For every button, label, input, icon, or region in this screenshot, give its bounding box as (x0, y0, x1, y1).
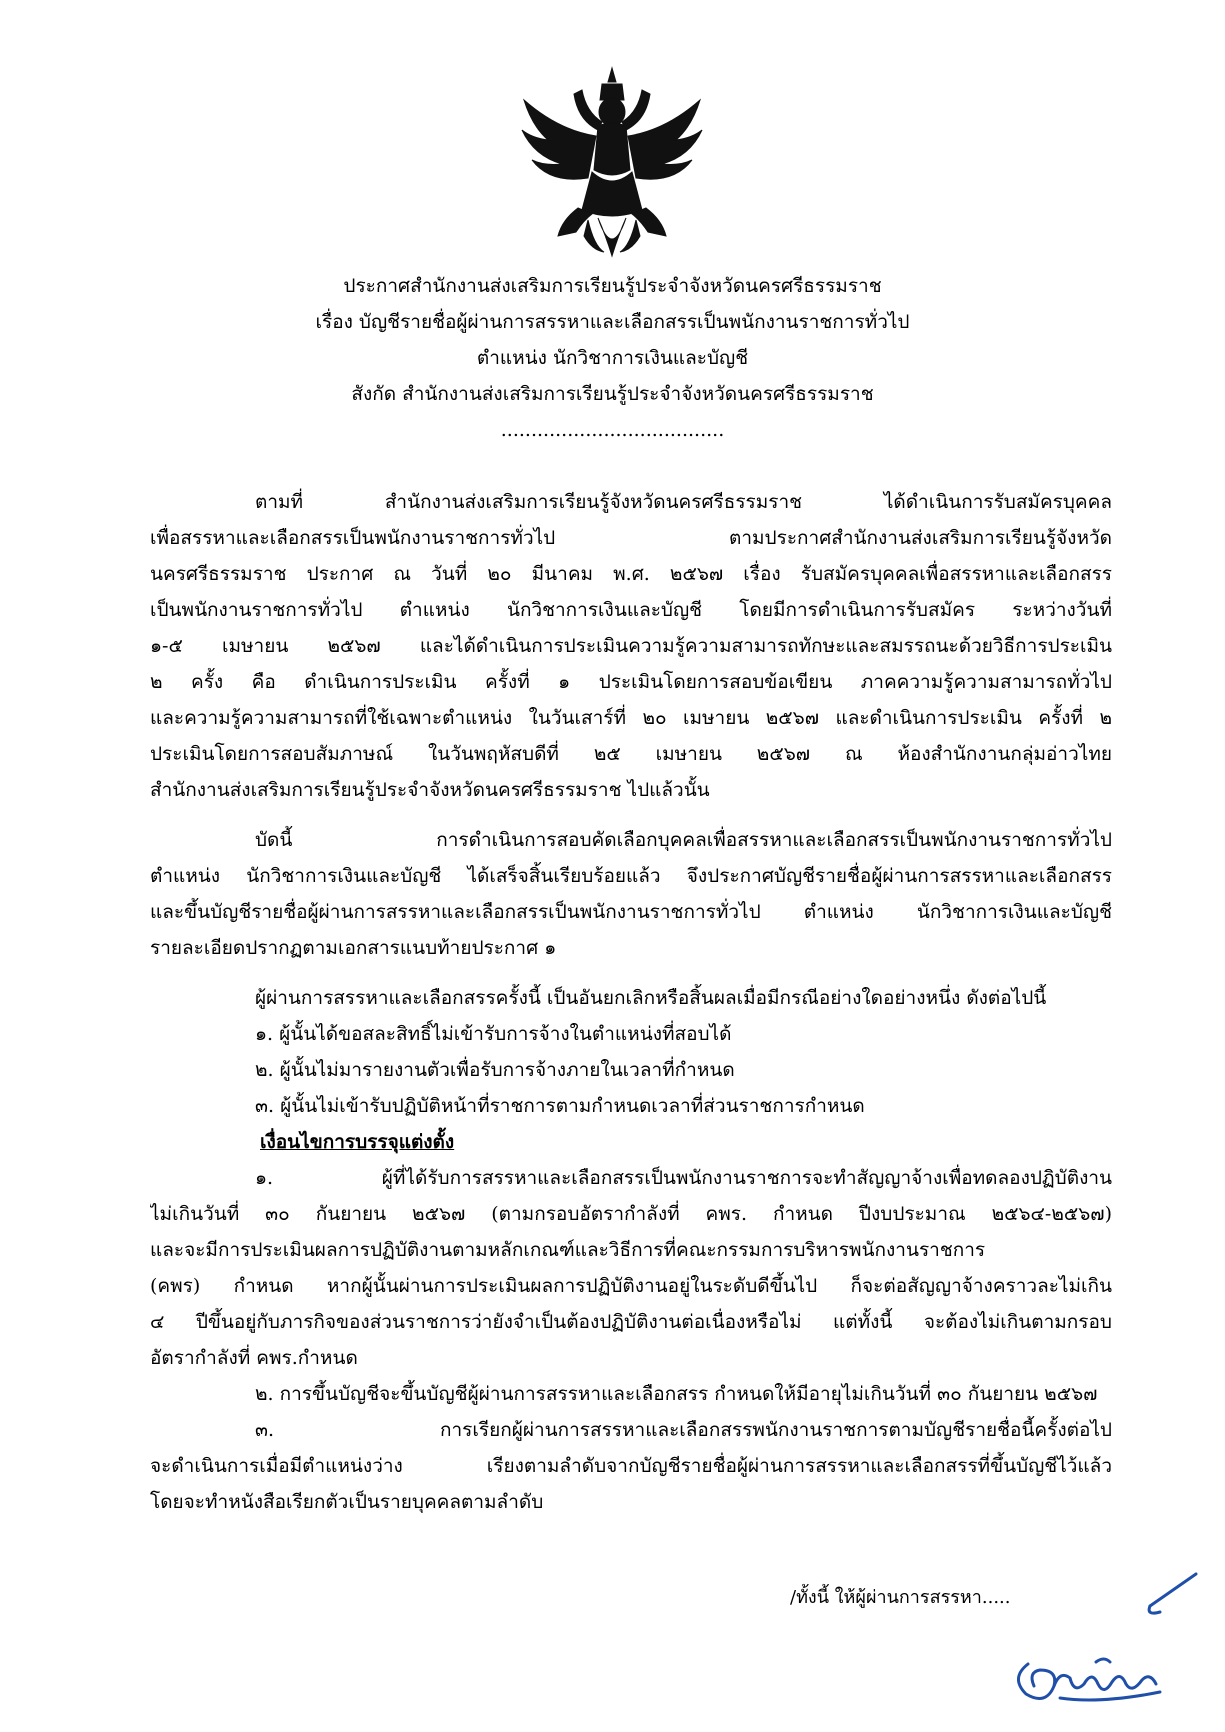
text-line: ๑. ผู้ที่ได้รับการสรรหาและเลือกสรรเป็นพนักงานราชการจะทำสัญญาจ้างเพื่อทดลองปฏิบัติงาน (255, 1167, 1112, 1189)
text-line: ๒ ครั้ง คือ ดำเนินการประเมิน ครั้งที่ ๑ ประเมินโดยการสอบข้อเขียน ภาคความรู้ความสามารถทั่วไป (150, 671, 1112, 693)
text-line: ประเมินโดยการสอบสัมภาษณ์ ในวันพฤหัสบดีที่ ๒๕ เมษายน ๒๕๖๗ ณ ห้องสำนักงานกลุ่มอ่าวไทย (150, 743, 1112, 765)
announcement-header (150, 268, 1075, 448)
list-item: ๓. ผู้นั้นไม่เข้ารับปฏิบัติหน้าที่ราชการตามกำหนดเวลาที่ส่วนราชการกำหนด (255, 1095, 865, 1117)
paragraph-announcement (150, 822, 1112, 966)
header-line-1: ประกาศสำนักงานส่งเสริมการเรียนรู้ประจำจังหวัดนครศรีธรรมราช (343, 275, 882, 297)
paragraph-background (150, 484, 1112, 808)
text-line: จะดำเนินการเมื่อมีตำแหน่งว่าง เรียงตามลำดับจากบัญชีรายชื่อผู้ผ่านการสรรหาและเลือกสรรที่ขึ้นบัญชีไว้แล้ว (150, 1455, 1112, 1477)
text-line: ตามที่ สำนักงานส่งเสริมการเรียนรู้จังหวัดนครศรีธรรมราช ได้ดำเนินการรับสมัครบุคคล (255, 491, 1112, 513)
paragraph-cancellation (150, 980, 1112, 1124)
text-line: เป็นพนักงานราชการทั่วไป ตำแหน่ง นักวิชาการเงินและบัญชี โดยมีการดำเนินการรับสมัคร ระหว่างวันที่ (150, 599, 1112, 621)
list-item: ๒. ผู้นั้นไม่มารายงานตัวเพื่อรับการจ้างภายในเวลาที่กำหนด (255, 1059, 735, 1081)
text-line: ๒. การขึ้นบัญชีจะขึ้นบัญชีผู้ผ่านการสรรหาและเลือกสรร กำหนดให้มีอายุไม่เกินวันที่ ๓๐ กันยายน ๒๕๖๗ (255, 1383, 1098, 1405)
header-position: ตำแหน่ง นักวิชาการเงินและบัญชี (476, 347, 749, 369)
text-line: ไม่เกินวันที่ ๓๐ กันยายน ๒๕๖๗ (ตามกรอบอัตรากำลังที่ คพร. กำหนด ปีงบประมาณ ๒๕๖๔-๒๕๖๗) (150, 1203, 1112, 1225)
text-line: นครศรีธรรมราช ประกาศ ณ วันที่ ๒๐ มีนาคม พ.ศ. ๒๕๖๗ เรื่อง รับสมัครบุคคลเพื่อสรรหาและเลือกสรร (150, 563, 1112, 585)
text-line: โดยจะทำหนังสือเรียกตัวเป็นรายบุคคลตามลำดับ (150, 1491, 544, 1513)
text-line: (คพร) กำหนด หากผู้นั้นผ่านการประเมินผลการปฏิบัติงานอยู่ในระดับดีขึ้นไป ก็จะต่อสัญญาจ้างคราวละไม่เกิน (150, 1275, 1112, 1297)
text-line: และความรู้ความสามารถที่ใช้เฉพาะตำแหน่ง ในวันเสาร์ที่ ๒๐ เมษายน ๒๕๖๗ และดำเนินการประเมิน ครั้งที่ ๒ (150, 707, 1112, 729)
header-affiliation: สังกัด สำนักงานส่งเสริมการเรียนรู้ประจำจังหวัดนครศรีธรรมราช (351, 383, 874, 405)
text-line: เพื่อสรรหาและเลือกสรรเป็นพนักงานราชการทั่วไป ตามประกาศสำนักงานส่งเสริมการเรียนรู้จังหวัด (150, 527, 1112, 549)
section-heading: เงื่อนไขการบรรจุแต่งตั้ง (260, 1131, 455, 1153)
text-line: ผู้ผ่านการสรรหาและเลือกสรรครั้งนี้ เป็นอันยกเลิกหรือสิ้นผลเมื่อมีกรณีอย่างใดอย่างหนึ่ง ดังต่อไปนี้ (255, 987, 1047, 1009)
text-line: ๑-๕ เมษายน ๒๕๖๗ และได้ดำเนินการประเมินความรู้ความสามารถทักษะและสมรรถนะด้วยวิธีการประเมิน (150, 635, 1112, 657)
text-line: รายละเอียดปรากฏตามเอกสารแนบท้ายประกาศ ๑ (150, 937, 557, 959)
header-separator: ..................................... (500, 419, 725, 441)
text-line: ๓. การเรียกผู้ผ่านการสรรหาและเลือกสรรพนักงานราชการตามบัญชีรายชื่อนี้ครั้งต่อไป (255, 1419, 1112, 1441)
garuda-emblem-icon (518, 60, 706, 260)
text-line: ๔ ปีขึ้นอยู่กับภารกิจของส่วนราชการว่ายังจำเป็นต้องปฏิบัติงานต่อเนื่องหรือไม่ แต่ทั้งนี้ จะต้องไม่เกินตามกรอบ (150, 1311, 1112, 1333)
document-body (150, 484, 1112, 1520)
conditions-section (150, 1124, 1112, 1520)
text-line: บัดนี้ การดำเนินการสอบคัดเลือกบุคคลเพื่อสรรหาและเลือกสรรเป็นพนักงานราชการทั่วไป (255, 829, 1112, 851)
text-line: สำนักงานส่งเสริมการเรียนรู้ประจำจังหวัดนครศรีธรรมราช ไปแล้วนั้น (150, 779, 710, 801)
text-line: ตำแหน่ง นักวิชาการเงินและบัญชี ได้เสร็จสิ้นเรียบร้อยแล้ว จึงประกาศบัญชีรายชื่อผู้ผ่านการสรรหาและเลือกสรร (150, 865, 1112, 887)
signature-icon (1000, 1566, 1205, 1716)
text-line: และจะมีการประเมินผลการปฏิบัติงานตามหลักเกณฑ์และวิธีการที่คณะกรรมการบริหารพนักงานราชการ (150, 1239, 986, 1261)
text-line: อัตรากำลังที่ คพร.กำหนด (150, 1347, 358, 1369)
continuation-note: /ทั้งนี้ ให้ผู้ผ่านการสรรหา..... (790, 1587, 1011, 1608)
text-line: และขึ้นบัญชีรายชื่อผู้ผ่านการสรรหาและเลือกสรรเป็นพนักงานราชการทั่วไป ตำแหน่ง นักวิชาการเงินและบัญชี (150, 901, 1112, 923)
list-item: ๑. ผู้นั้นได้ขอสละสิทธิ์ไม่เข้ารับการจ้างในตำแหน่งที่สอบได้ (255, 1023, 732, 1045)
header-subject: เรื่อง บัญชีรายชื่อผู้ผ่านการสรรหาและเลือกสรรเป็นพนักงานราชการทั่วไป (315, 311, 910, 333)
